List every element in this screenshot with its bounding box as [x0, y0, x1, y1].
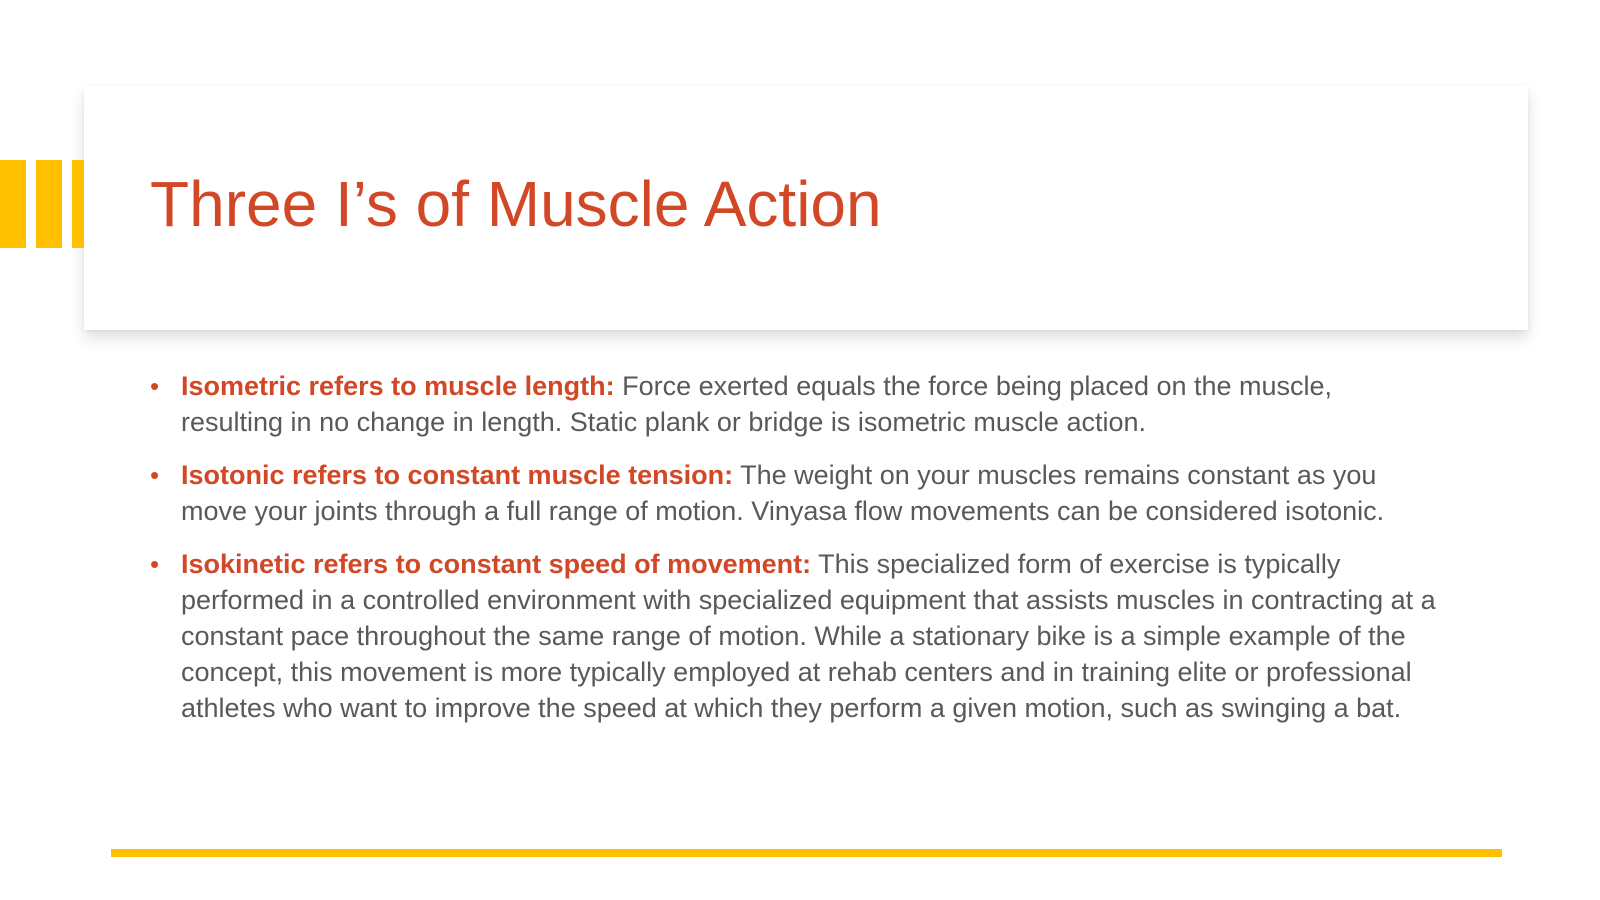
bullet-lead: Isometric refers to muscle length:	[181, 371, 615, 401]
bullet-item-isotonic	[150, 457, 1440, 529]
bullet-icon: •	[150, 549, 160, 579]
bullet-text: The weight on your muscles remains constant as you move your joints through a full range of motion. Vinyasa flow movements can be considered isotonic.	[181, 460, 1385, 526]
bullet-text: This specialized form of exercise is typically performed in a controlled environment with specialized equipment that assists muscles in contracting at a constant pace throughout the same range of motion. While a stationary bike is a simple example of the concept, this movement is more typically employed at rehab centers and in training elite or professional athletes who want to improve the speed at which they perform a given motion, such as swinging a bat.	[181, 549, 1436, 723]
bullet-item-isometric	[150, 368, 1440, 440]
title-accent-bars	[0, 160, 84, 248]
bullet-item-isokinetic	[150, 546, 1440, 726]
slide-title: Three I’s of Muscle Action	[150, 168, 882, 240]
bullet-lead: Isokinetic refers to constant speed of movement:	[181, 549, 812, 579]
accent-bar	[36, 160, 62, 248]
bullet-list	[150, 368, 1440, 726]
bullet-text: Force exerted equals the force being placed on the muscle, resulting in no change in length. Static plank or bridge is isometric muscle action.	[181, 371, 1333, 437]
bullet-lead: Isotonic refers to constant muscle tension:	[181, 460, 734, 490]
accent-bar	[0, 160, 26, 248]
footer-accent-line	[111, 849, 1502, 857]
bullet-icon: •	[150, 460, 160, 490]
slide-content	[150, 368, 1440, 743]
accent-bar	[72, 160, 84, 248]
bullet-icon: •	[150, 371, 160, 401]
